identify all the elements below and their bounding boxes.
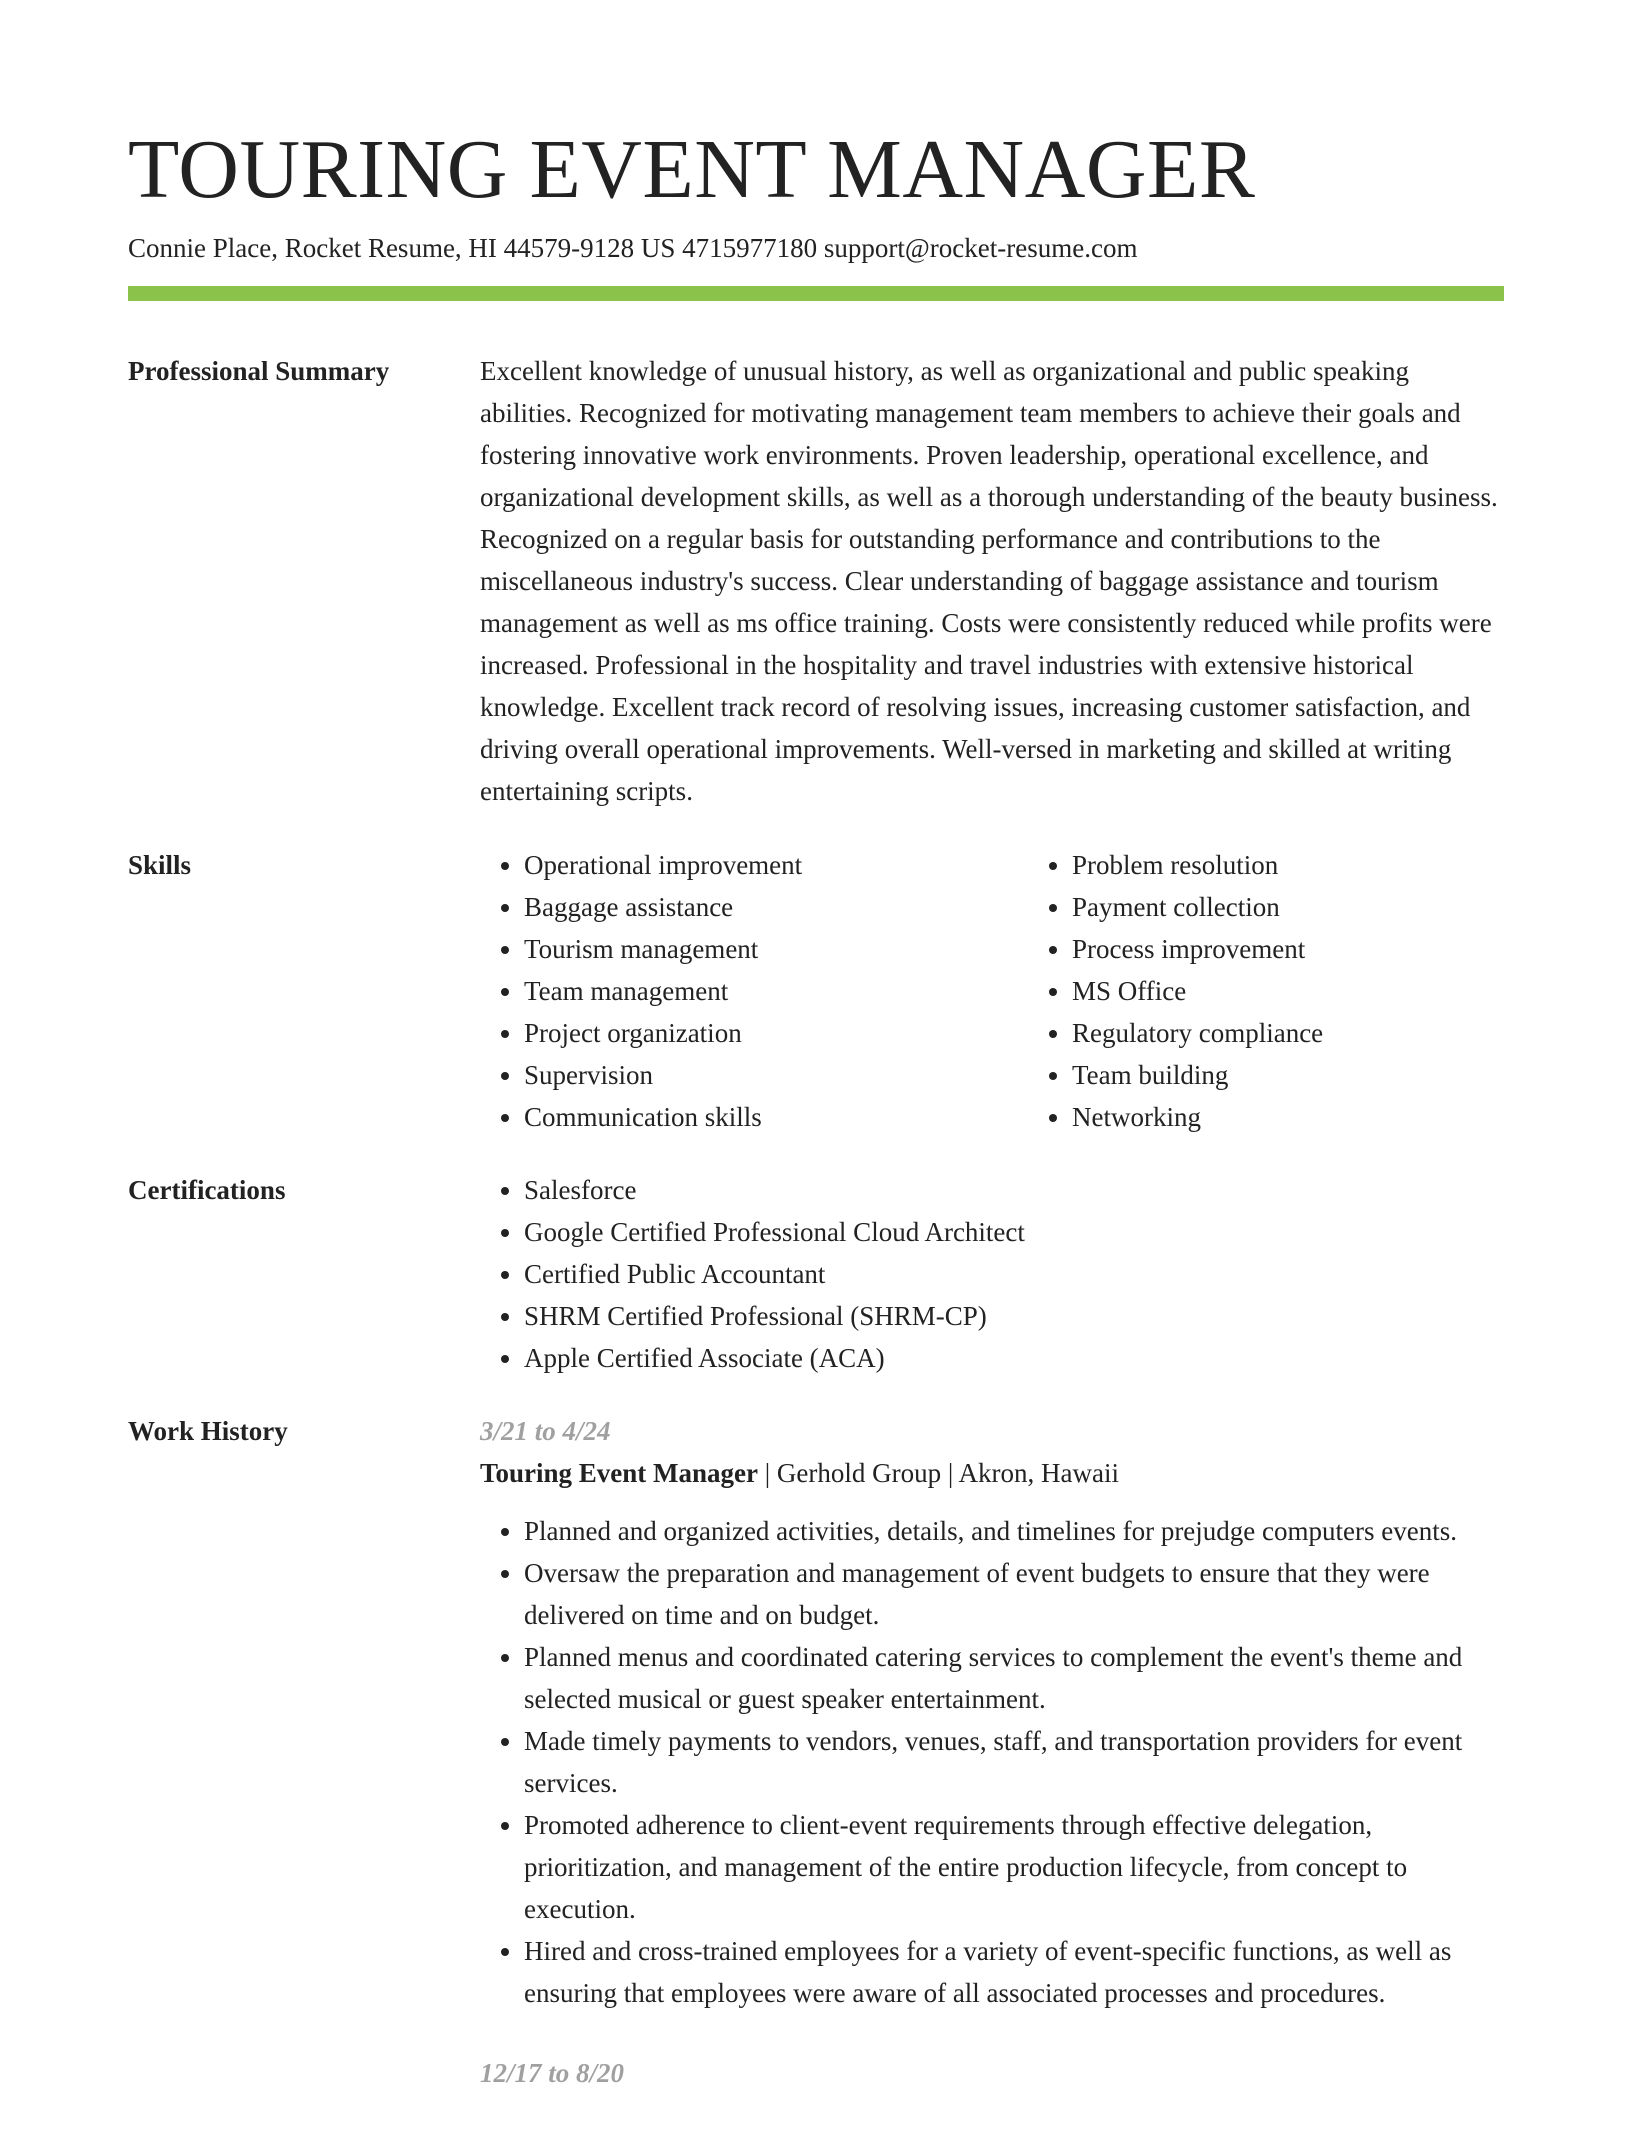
certification-item: • SHRM Certified Professional (SHRM-CP): [524, 1295, 1504, 1337]
work-history-section: [128, 1410, 1504, 2132]
job-entry: [480, 2052, 1504, 2094]
summary-text: Excellent knowledge of unusual history, as well as organizational and public speaking abilities. Recognized for motivating management team members to achieve their goals and fostering innovative work environments. Proven leadership, operational excellence, and organizational development skills, as well as a thorough understanding of the beauty business. Recognized on a regular basis for outstanding performance and contributions to the miscellaneous industry's success. Clear understanding of baggage assistance and tourism management as well as ms office training. Costs were consistently reduced while profits were increased. Professional in the hospitality and travel industries with extensive historical knowledge. Excellent track record of resolving issues, increasing customer satisfaction, and driving overall operational improvements. Well-versed in marketing and skilled at writing entertaining scripts.: [480, 356, 1498, 806]
skill-item: • Operational improvement: [524, 844, 984, 886]
skill-item: • Regulatory compliance: [1072, 1012, 1532, 1054]
resume-page: [128, 0, 1504, 2132]
skill-item: • Supervision: [524, 1054, 984, 1096]
certifications-heading: Certifications: [128, 1175, 286, 1205]
skills-list-left: [480, 844, 984, 1138]
skill-item: • Networking: [1072, 1096, 1532, 1138]
skill-item: • Team building: [1072, 1054, 1532, 1096]
skills-columns: [480, 844, 1504, 1138]
job-bullet: • Planned menus and coordinated catering services to complement the event's theme and selected musical or guest speaker entertainment.: [524, 1636, 1504, 1720]
skills-section: [128, 844, 1504, 1138]
certification-item: • Certified Public Accountant: [524, 1253, 1504, 1295]
job-bullet: • Promoted adherence to client-event requirements through effective delegation, prioritization, and management of the entire production lifecycle, from concept to execution.: [524, 1804, 1504, 1930]
work-history-heading: Work History: [128, 1416, 288, 1446]
job-title-line: [480, 1452, 1504, 1494]
resume-title: TOURING EVENT MANAGER: [128, 123, 1256, 216]
job-bullets: [480, 1510, 1504, 2014]
skill-item: • Process improvement: [1072, 928, 1532, 970]
job-entry: [480, 1410, 1504, 2014]
summary-section: [128, 350, 1504, 812]
contact-info: Connie Place, Rocket Resume, HI 44579-9128 US 4715977180 support@rocket-resume.com: [128, 233, 1138, 263]
certification-item: • Salesforce: [524, 1169, 1504, 1211]
job-dates: 12/17 to 8/20: [480, 2058, 625, 2088]
skill-item: • Team management: [524, 970, 984, 1012]
job-details: | Gerhold Group | Akron, Hawaii: [758, 1458, 1120, 1488]
certifications-body: [480, 1169, 1504, 1379]
header-divider: [128, 286, 1504, 301]
skill-item: • MS Office: [1072, 970, 1532, 1012]
job-bullet: • Made timely payments to vendors, venues, staff, and transportation providers for event services.: [524, 1720, 1504, 1804]
certifications-list: [480, 1169, 1504, 1379]
skills-list-right: [1028, 844, 1532, 1138]
skill-item: • Payment collection: [1072, 886, 1532, 928]
skills-heading: Skills: [128, 850, 192, 880]
certification-item: • Apple Certified Associate (ACA): [524, 1337, 1504, 1379]
job-bullet: • Planned and organized activities, details, and timelines for prejudge computers events.: [524, 1510, 1504, 1552]
job-dates: 3/21 to 4/24: [480, 1416, 611, 1446]
certification-item: • Google Certified Professional Cloud Architect: [524, 1211, 1504, 1253]
job-bullet: • Oversaw the preparation and management of event budgets to ensure that they were delivered on time and on budget.: [524, 1552, 1504, 1636]
summary-heading: Professional Summary: [128, 356, 390, 386]
skill-item: • Communication skills: [524, 1096, 984, 1138]
skill-item: • Tourism management: [524, 928, 984, 970]
skill-item: • Project organization: [524, 1012, 984, 1054]
work-history-body: [480, 1410, 1504, 2132]
job-title: Touring Event Manager: [480, 1458, 759, 1488]
job-bullet: • Hired and cross-trained employees for a variety of event-specific functions, as well as ensuring that employees were aware of all associated processes and procedures.: [524, 1930, 1504, 2014]
certifications-section: [128, 1169, 1504, 1379]
skill-item: • Baggage assistance: [524, 886, 984, 928]
skill-item: • Problem resolution: [1072, 844, 1532, 886]
